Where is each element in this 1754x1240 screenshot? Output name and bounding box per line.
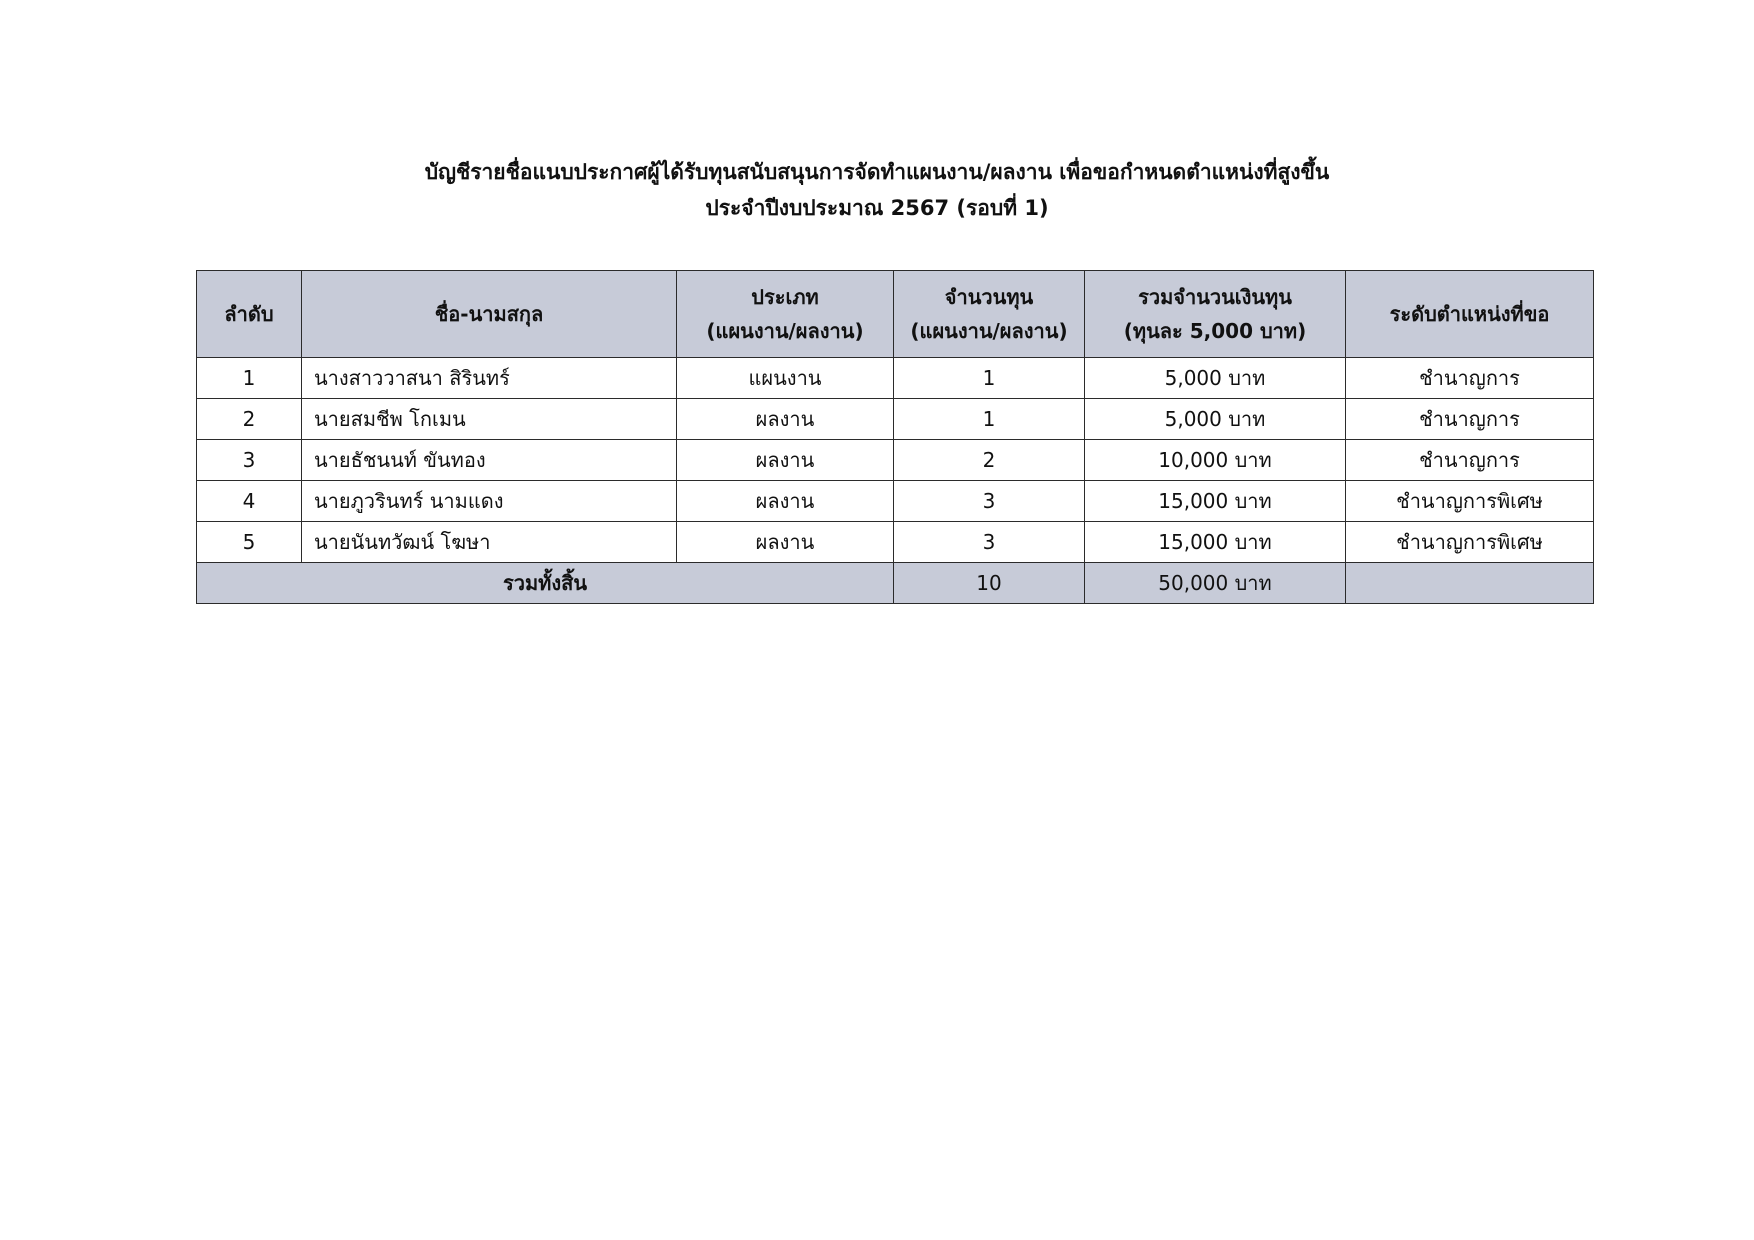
cell-amount: 15,000 บาท <box>1085 481 1346 522</box>
cell-amount: 10,000 บาท <box>1085 440 1346 481</box>
total-level <box>1346 563 1594 604</box>
cell-type: ผลงาน <box>677 522 894 563</box>
cell-level: ชำนาญการ <box>1346 399 1594 440</box>
header-count-line1: จำนวนทุน <box>944 285 1034 309</box>
header-type <box>677 271 894 358</box>
cell-no: 3 <box>197 440 302 481</box>
document-title <box>0 154 1754 226</box>
cell-name: นายนันทวัฒน์ โฆษา <box>302 522 677 563</box>
cell-no: 4 <box>197 481 302 522</box>
header-count <box>894 271 1085 358</box>
cell-type: ผลงาน <box>677 481 894 522</box>
header-no: ลำดับ <box>197 271 302 358</box>
cell-count: 1 <box>894 358 1085 399</box>
cell-name: นายสมชีพ โกเมน <box>302 399 677 440</box>
table-row <box>197 358 1594 399</box>
cell-count: 2 <box>894 440 1085 481</box>
title-line-2: ประจำปีงบประมาณ 2567 (รอบที่ 1) <box>705 196 1049 220</box>
cell-amount: 5,000 บาท <box>1085 358 1346 399</box>
header-count-line2: (แผนงาน/ผลงาน) <box>910 319 1068 343</box>
header-amount-line2: (ทุนละ 5,000 บาท) <box>1123 319 1307 343</box>
total-count: 10 <box>894 563 1085 604</box>
table-total-row <box>197 563 1594 604</box>
cell-count: 1 <box>894 399 1085 440</box>
title-line-1: บัญชีรายชื่อแนบประกาศผู้ได้รับทุนสนับสนุนการจัดทำแผนงาน/ผลงาน เพื่อขอกำหนดตำแหน่งที่สูงขึ้น <box>424 160 1330 184</box>
cell-type: แผนงาน <box>677 358 894 399</box>
cell-level: ชำนาญการ <box>1346 440 1594 481</box>
cell-level: ชำนาญการพิเศษ <box>1346 481 1594 522</box>
cell-count: 3 <box>894 481 1085 522</box>
header-level: ระดับตำแหน่งที่ขอ <box>1346 271 1594 358</box>
total-amount: 50,000 บาท <box>1085 563 1346 604</box>
cell-no: 5 <box>197 522 302 563</box>
table-row <box>197 399 1594 440</box>
cell-amount: 5,000 บาท <box>1085 399 1346 440</box>
cell-amount: 15,000 บาท <box>1085 522 1346 563</box>
cell-level: ชำนาญการพิเศษ <box>1346 522 1594 563</box>
total-label: รวมทั้งสิ้น <box>197 563 894 604</box>
cell-no: 1 <box>197 358 302 399</box>
table-row <box>197 481 1594 522</box>
header-amount <box>1085 271 1346 358</box>
header-type-line2: (แผนงาน/ผลงาน) <box>706 319 864 343</box>
header-name: ชื่อ-นามสกุล <box>302 271 677 358</box>
cell-count: 3 <box>894 522 1085 563</box>
cell-level: ชำนาญการ <box>1346 358 1594 399</box>
table-row <box>197 522 1594 563</box>
cell-type: ผลงาน <box>677 440 894 481</box>
table-header-row <box>197 271 1594 358</box>
cell-name: นายธัชนนท์ ขันทอง <box>302 440 677 481</box>
cell-name: นางสาววาสนา สิรินทร์ <box>302 358 677 399</box>
header-type-line1: ประเภท <box>751 285 819 309</box>
cell-type: ผลงาน <box>677 399 894 440</box>
cell-name: นายภูวรินทร์ นามแดง <box>302 481 677 522</box>
grant-recipients-table <box>196 270 1594 604</box>
table-row <box>197 440 1594 481</box>
cell-no: 2 <box>197 399 302 440</box>
header-amount-line1: รวมจำนวนเงินทุน <box>1138 285 1292 309</box>
